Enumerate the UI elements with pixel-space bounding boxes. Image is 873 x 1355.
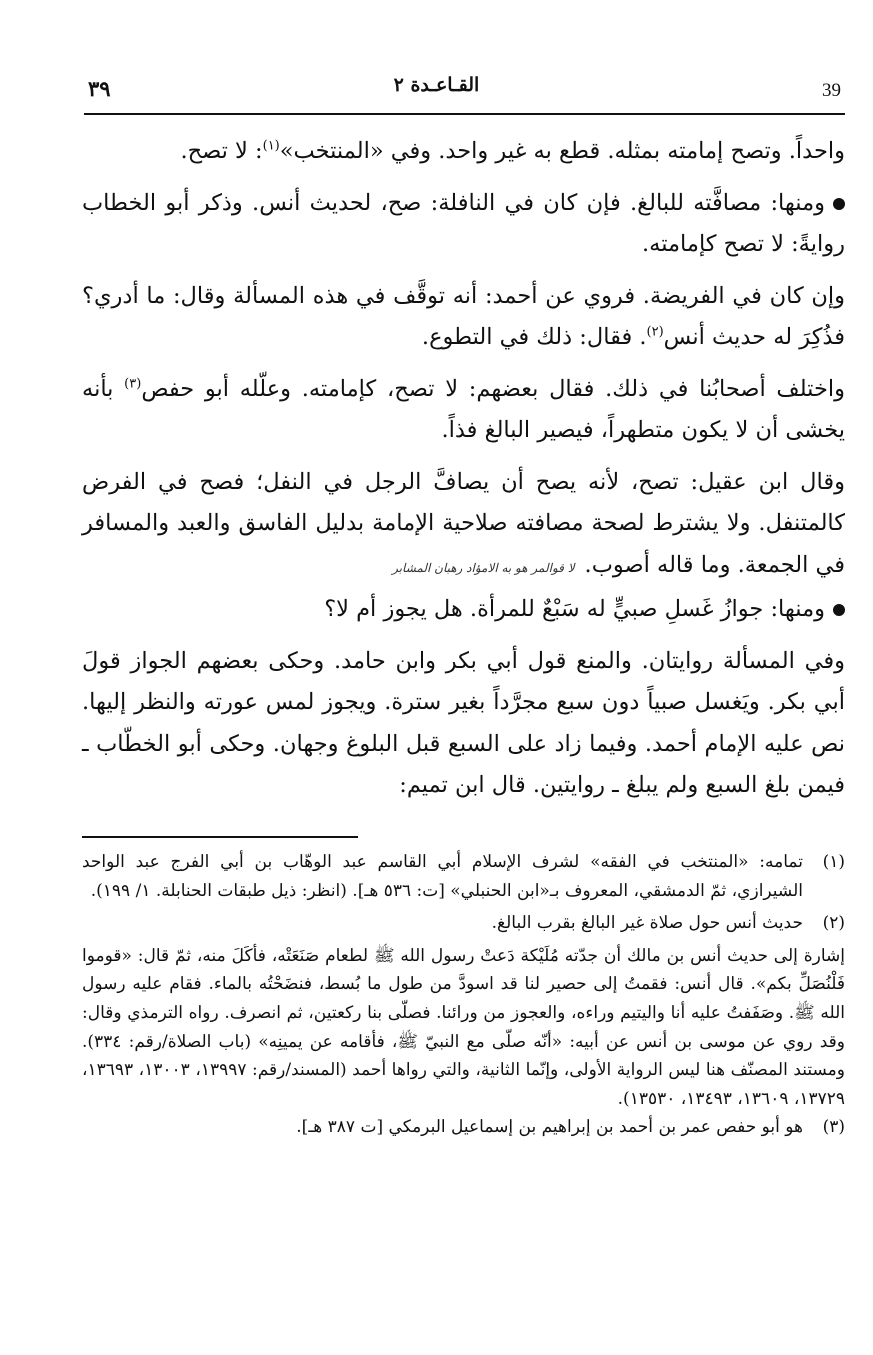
- footnote-3: [82, 1113, 845, 1142]
- paragraph-4: واختلف أصحابُنا في ذلك. فقال بعضهم: لا تصح، كإمامته. وعلّله أبو حفص$^{(٣)}$ بأنه يخشى أن لا يكون متطهراً، فيصير البالغ فذاً.: [82, 375, 845, 443]
- footnote-number: (١): [822, 852, 845, 872]
- footnotes: [82, 848, 845, 1146]
- footnote-1: [82, 848, 845, 905]
- paragraph-3: وإن كان في الفريضة. فروي عن أحمد: أنه توقَّف في هذه المسألة وقال: ما أدري؟ فذُكِرَ له حديث أنس$^{(٢)}$. فقال: ذلك في التطوع.: [82, 282, 845, 350]
- paragraph-7: وفي المسألة روايتان. والمنع قول أبي بكر وابن حامد. وحكى بعضهم الجواز قولَ أبي بكر. ويَغسل صبياً دون سبع مجرَّداً بغير سترة. ويجوز لمس عورته والنظر إليها. نص عليه الإمام أحمد. وفيما زاد على السبع قبل البلوغ وجهان. وحكى أبو الخطّاب ـ فيمن بلغ السبع ولم يبلغ ـ روايتين. قال ابن تميم:: [82, 647, 845, 798]
- header-rule: [84, 113, 845, 115]
- paragraph-5: وقال ابن عقيل: تصح، لأنه يصح أن يصافَّ الرجل في النفل؛ فصح في الفرض كالمتنفل. ولا يشترط لصحة مصافته صلاحية الإمامة بدليل الفاسق والعبد والمسافر في الجمعة. وما قاله أصوب.لا قوالمر هو به الامؤاد رهبان المشابر: [82, 468, 845, 578]
- bullet-icon: [833, 198, 845, 210]
- footnote-number: (٣): [822, 1117, 845, 1138]
- paragraph-2: ومنها: مصافَّته للبالغ. فإن كان في النافلة: صح، لحديث أنس. وذكر أبو الخطاب روايةً: لا تصح كإمامته.: [82, 189, 845, 257]
- handwritten-note: لا قوالمر هو به الامؤاد رهبان المشابر: [392, 560, 575, 575]
- paragraph-1: واحداً. وتصح إمامته بمثله. قطع به غير واحد. وفي «المنتخب»$^{(١)}$: لا تصح.: [180, 138, 845, 164]
- footnote-number: (٢): [822, 913, 845, 934]
- page-number-arabic: ٣٩: [88, 76, 111, 101]
- footnote-2: [82, 909, 845, 938]
- footnote-text: حديث أنس حول صلاة غير البالغ بقرب البالغ.: [491, 913, 803, 934]
- paragraph-6: ومنها: جوازُ غَسلِ صبيٍّ له سَبْعٌ للمرأة. هل يجوز أم لا؟: [82, 589, 845, 631]
- footnote-text: هو أبو حفص عمر بن أحمد بن إبراهيم بن إسماعيل البرمكي [ت ٣٨٧ هـ].: [296, 1117, 803, 1138]
- page-number-latin: 39: [822, 80, 841, 101]
- running-title: القـاعـدة ٢: [393, 74, 480, 96]
- footnote-2-continuation: إشارة إلى حديث أنس بن مالك أن جدّته مُلَيْكة دَعتْ رسول الله ﷺ لطعام صَنَعَتْه، فأكَلَ منه، ثمّ قال: «قوموا فَلْنُصَلِّ بكم». قال أنس: فقمتُ إلى حصير لنا قد اسودَّ من طول ما بُسط، فنضَحْتُه بالماء. فقام عليه رسول الله ﷺ. وصَفَفتُ عليه أنا واليتيم وراءه، والعجوز من ورائنا. فصلّى بنا ركعتين، ثم انصرف. رواه الترمذي وقال: وقد روي عن موسى بن أنس عن أبيه: «أنّه صلّى مع النبيّ ﷺ، فأقامه عن يمينِه» (باب الصلاة/رقم: ٣٣٤). ومستند المصنّف هنا ليس الرواية الأولى، وإنّما الثانية، والتي رواها أحمد (المسند/رقم: ١٣٩٩٧، ١٣٠٠٣، ١٣٦٩٣، ١٣٧٢٩، ١٣٦٠٩، ١٣٤٩٣، ١٣٥٣٠).: [82, 945, 845, 1109]
- footnote-ref-1: (١): [262, 138, 280, 154]
- footnote-rule: [82, 836, 358, 838]
- bullet-icon: [833, 604, 845, 616]
- footnote-ref-2: (٢): [646, 324, 664, 340]
- footnote-ref-3: (٣): [124, 376, 142, 391]
- main-text: [82, 131, 845, 817]
- footnote-text: تمامه: «المنتخب في الفقه» لشرف الإسلام أبي القاسم عبد الوهّاب بن أبي الفرج عبد الواحد الشيرازي، ثمّ الدمشقي، المعروف بـ«ابن الحنبلي» [ت: ٥٣٦ هـ]. (انظر: ذيل طبقات الحنابلة. ١/ ١٩٩).: [82, 852, 803, 901]
